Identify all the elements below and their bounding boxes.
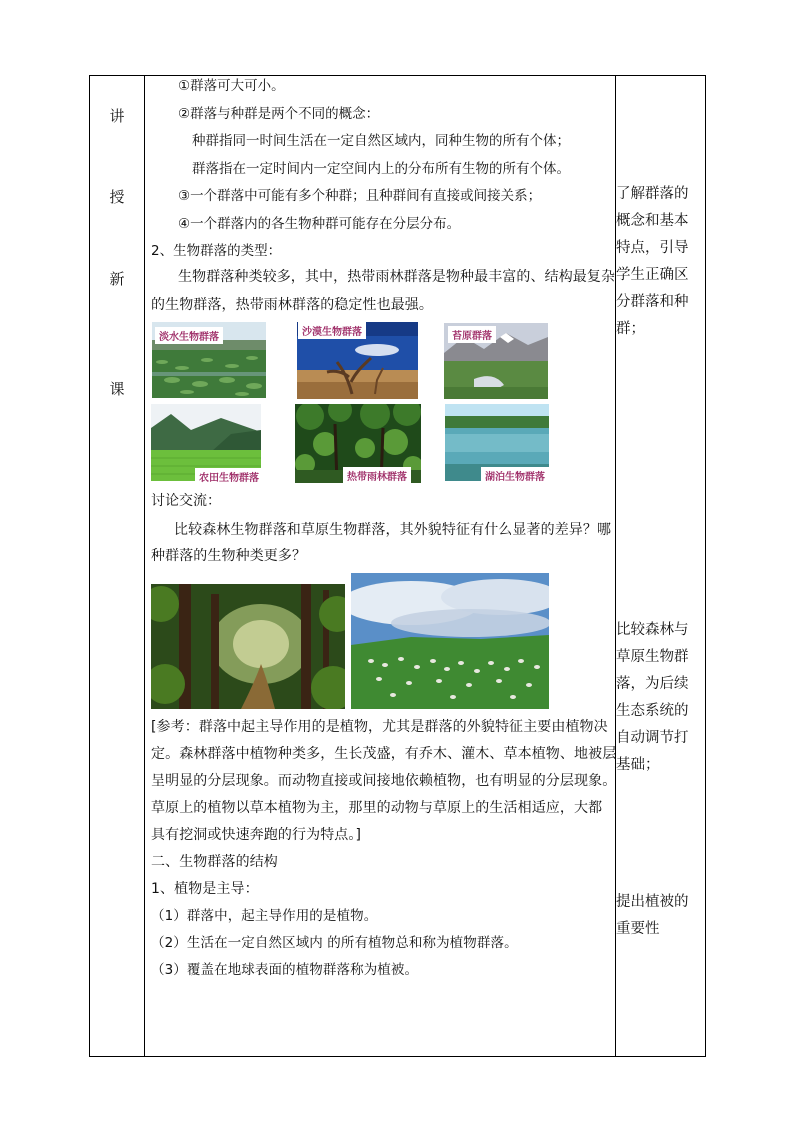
side-label-char: 课 bbox=[109, 380, 125, 398]
note-line: 提出植被的 bbox=[616, 894, 689, 910]
note-line: 自动调节打 bbox=[616, 730, 689, 746]
image-caption: 热带雨林群落 bbox=[343, 467, 411, 484]
point-2: ②群落与种群是两个不同的概念： bbox=[178, 106, 380, 122]
sub-point: （1）群落中，起主导作用的是植物。 bbox=[151, 908, 378, 924]
point-4: ④一个群落内的各生物种群可能存在分层分布。 bbox=[178, 216, 461, 232]
image-caption: 湖泊生物群落 bbox=[481, 467, 549, 484]
reference-line: 草原上的植物以草本植物为主，那里的动物与草原上的生活相适应，大都 bbox=[151, 800, 603, 816]
note-line: 分群落和种 bbox=[616, 294, 689, 310]
lesson-table bbox=[89, 75, 706, 1057]
reference-line: 具有挖洞或快速奔跑的行为特点。] bbox=[151, 827, 362, 843]
side-label-char: 授 bbox=[109, 188, 125, 206]
image-caption: 淡水生物群落 bbox=[155, 327, 223, 344]
reference-line: 呈明显的分层现象。而动物直接或间接地依赖植物，也有明显的分层现象。 bbox=[151, 773, 617, 789]
point-2-population: 种群指同一时间生活在一定自然区域内，同种生物的所有个体； bbox=[192, 133, 570, 149]
discussion-question-line: 种群落的生物种类更多？ bbox=[151, 548, 307, 564]
note-line: 生态系统的 bbox=[616, 703, 689, 719]
note-line: 草原生物群 bbox=[616, 649, 689, 665]
types-paragraph-line: 的生物群落，热带雨林群落的稳定性也最强。 bbox=[151, 297, 433, 313]
image-caption: 沙漠生物群落 bbox=[298, 322, 366, 339]
image-caption: 苔原群落 bbox=[448, 326, 496, 343]
note-line: 比较森林与 bbox=[616, 622, 689, 638]
sub-heading: 1、植物是主导： bbox=[151, 881, 259, 897]
point-1: ①群落可大可小。 bbox=[178, 78, 285, 94]
side-label-char: 讲 bbox=[109, 107, 125, 125]
forest-photo bbox=[151, 584, 345, 709]
note-line: 了解群落的 bbox=[616, 186, 689, 202]
reference-line: [参考：群落中起主导作用的是植物，尤其是群落的外貌特征主要由植物决 bbox=[151, 719, 608, 735]
note-line: 落，为后续 bbox=[616, 676, 689, 692]
discussion-question-line: 比较森林生物群落和草原生物群落，其外貌特征有什么显著的差异？哪 bbox=[174, 522, 612, 538]
note-line: 概念和基本 bbox=[616, 213, 689, 229]
image-caption: 农田生物群落 bbox=[195, 468, 263, 485]
note-line: 重要性 bbox=[616, 921, 660, 937]
point-3: ③一个群落中可能有多个种群；且种群间有直接或间接关系； bbox=[178, 188, 542, 204]
main-content bbox=[145, 76, 615, 1056]
teaching-note-2 bbox=[616, 617, 706, 779]
side-label-char: 新 bbox=[109, 270, 125, 288]
note-line: 特点，引导 bbox=[616, 240, 689, 256]
teaching-note-3 bbox=[616, 889, 706, 943]
discussion-heading: 讨论交流： bbox=[151, 493, 221, 509]
sub-point: （3）覆盖在地球表面的植物群落称为植被。 bbox=[151, 962, 419, 978]
note-line: 学生正确区 bbox=[616, 267, 689, 283]
section-two-heading: 二、生物群落的结构 bbox=[151, 854, 278, 870]
note-line: 基础； bbox=[616, 757, 660, 773]
sub-point: （2）生活在一定自然区域内 的所有植物总和称为植物群落。 bbox=[151, 935, 518, 951]
grassland-photo bbox=[351, 573, 549, 709]
types-heading: 2、生物群落的类型： bbox=[151, 243, 282, 259]
reference-line: 定。森林群落中植物种类多，生长茂盛，有乔木、灌木、草本植物、地被层 bbox=[151, 746, 617, 762]
teaching-note-1 bbox=[616, 181, 706, 343]
types-paragraph-line: 生物群落种类较多，其中，热带雨林群落是物种最丰富的、结构最复杂 bbox=[178, 269, 616, 285]
note-line: 群； bbox=[616, 321, 645, 337]
point-2-community: 群落指在一定时间内一定空间内上的分布所有生物的所有个体。 bbox=[192, 161, 570, 177]
